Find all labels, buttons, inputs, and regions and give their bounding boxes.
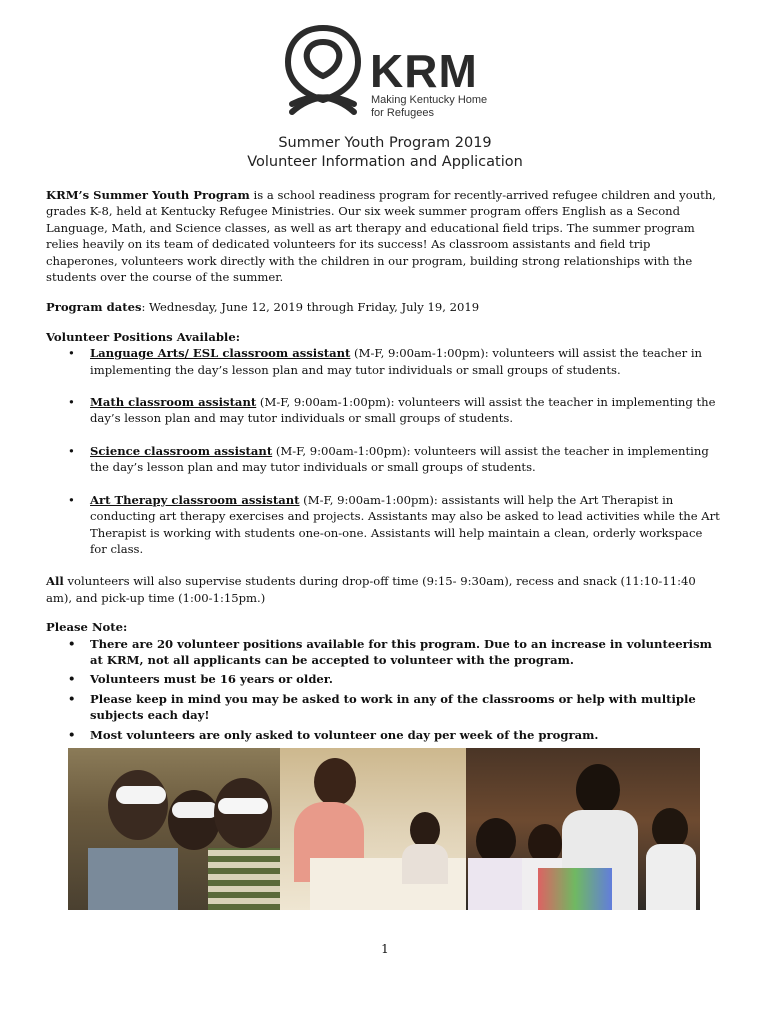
list-item: • Language Arts/ ESL classroom assistant (M-F, 9:00am-1:00pm): volunteers will assist the teacher in implementing the day’s lesson plan and may tutor individuals or small groups of students. — [46, 345, 722, 378]
list-item: • Please keep in mind you may be asked to work in any of the classrooms or help with multiple subjects each day! — [46, 691, 722, 724]
photo-children-masks — [68, 748, 280, 910]
title-line-1: Summer Youth Program 2019 — [278, 135, 492, 151]
please-note-heading: Please Note: — [46, 620, 128, 635]
positions-heading: Volunteer Positions Available: — [46, 329, 240, 344]
photo-teacher-students — [280, 748, 466, 910]
list-item: • Science classroom assistant (M-F, 9:00am-1:00pm): volunteers will assist the teacher in implementing the day’s lesson plan and may tutor individuals or small groups of students. — [46, 443, 722, 476]
please-note-list — [46, 636, 722, 743]
photo-science-activity — [466, 748, 700, 910]
positions-list — [46, 345, 722, 557]
list-item: • Math classroom assistant (M-F, 9:00am-1:00pm): volunteers will assist the teacher in implementing the day’s lesson plan and may tutor individuals or small groups of students. — [46, 394, 722, 427]
all-volunteers-note: All volunteers will also supervise students during drop-off time (9:15- 9:30am), recess and snack (11:10-11:40 am), and pick-up time (1:00-1:15pm.) — [46, 574, 696, 605]
logo-tagline: Making Kentucky Home for Refugees — [371, 94, 488, 119]
photo-strip — [68, 748, 700, 910]
list-item: • There are 20 volunteer positions available for this program. Due to an increase in volunteerism at KRM, not all applicants can be accepted to volunteer with the program. — [46, 636, 722, 669]
page-number: 1 — [381, 942, 389, 956]
list-item: • Most volunteers are only asked to volunteer one day per week of the program. — [46, 727, 722, 743]
logo-brand-text: KRM — [370, 45, 478, 97]
list-item: • Art Therapy classroom assistant (M-F, 9:00am-1:00pm): assistants will help the Art Therapist in conducting art therapy exercises and projects. Assistants may also be asked to lead activities while the Art Therapist is working with students one-on-one. Assistants will help maintain a clean, orderly workspace for class. — [46, 492, 722, 558]
list-item: • Volunteers must be 16 years or older. — [46, 671, 722, 687]
program-dates: Program dates: Wednesday, June 12, 2019 through Friday, July 19, 2019 — [46, 300, 480, 315]
krm-logo — [282, 20, 492, 125]
intro-paragraph: KRM’s Summer Youth Program is a school readiness program for recently-arrived refugee children and youth, grades K-8, held at Kentucky Refugee Ministries. Our six week summer program offers English as a Second Language, Math, and Science classes, as well as art therapy and educational field trips. The summer program relies heavily on its team of dedicated volunteers for its success! As classroom assistants and field trip chaperones, volunteers work directly with the children in our program, building strong relationships with the students over the course of the summer. — [46, 188, 716, 285]
krm-emblem-icon — [282, 20, 364, 120]
document-title — [0, 134, 770, 172]
title-line-2: Volunteer Information and Application — [247, 154, 523, 170]
document-body — [46, 187, 722, 746]
